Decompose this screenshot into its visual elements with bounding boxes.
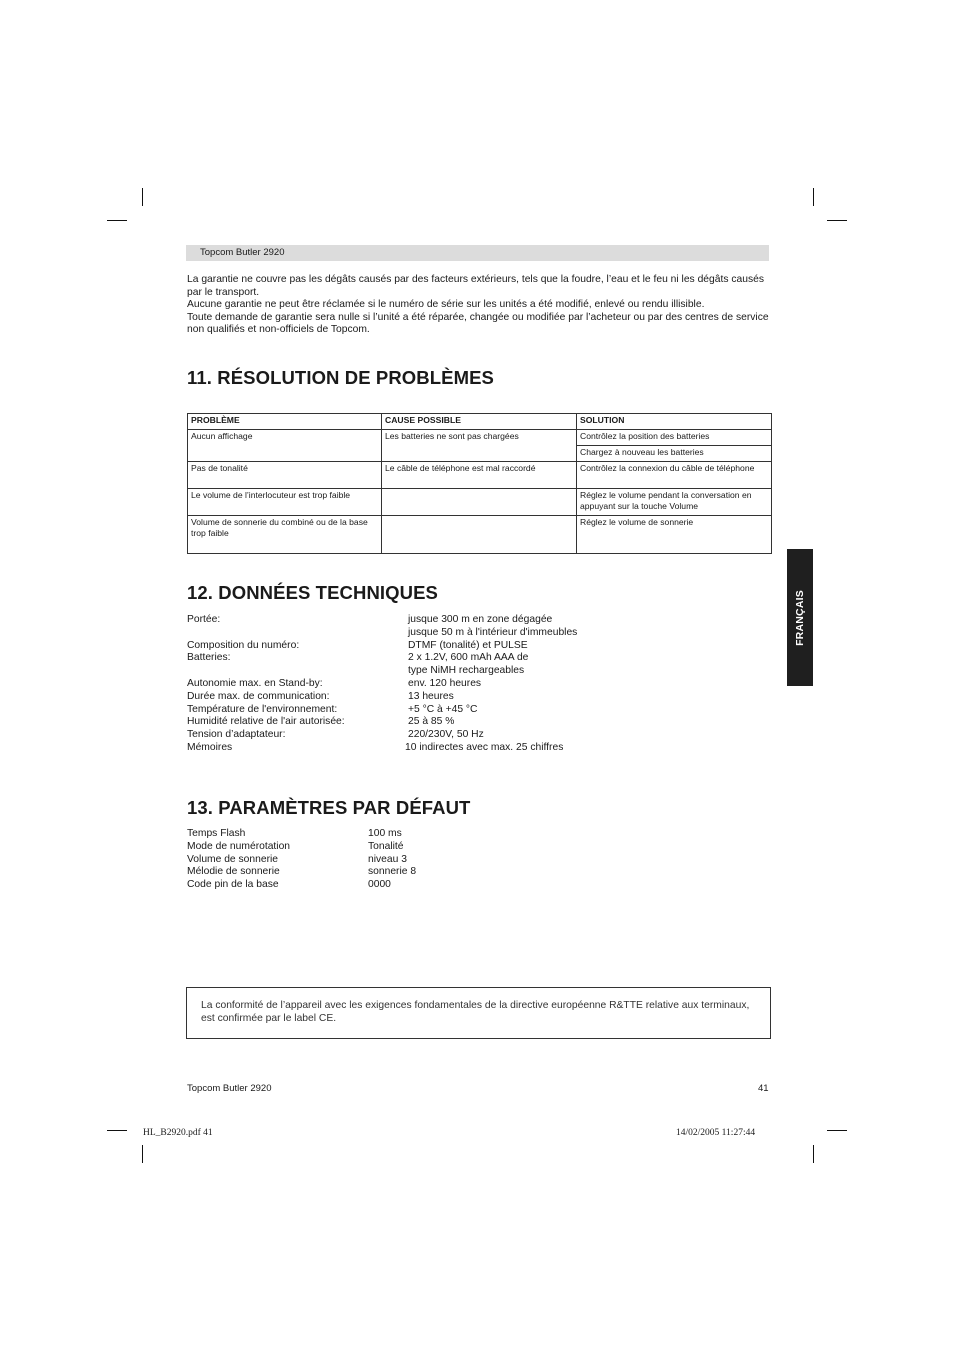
page-header	[186, 245, 769, 261]
spec-value: 2 x 1.2V, 600 mAh AAA de	[408, 652, 529, 664]
spec-row	[187, 640, 687, 653]
table-cell: Les batteries ne sont pas chargées	[382, 430, 577, 462]
default-label: Volume de sonnerie	[187, 853, 279, 865]
table-cell: Réglez le volume de sonnerie	[577, 516, 772, 554]
spec-label: Composition du numéro:	[187, 639, 300, 651]
print-file-name: HL_B2920.pdf 41	[143, 1128, 213, 1138]
spec-value: 220/230V, 50 Hz	[408, 729, 484, 741]
spec-row	[187, 729, 687, 742]
spec-value: +5 °C à +45 °C	[408, 703, 478, 715]
intro-paragraph: Aucune garantie ne peut être réclamée si le numéro de série sur les unités a été modifié, enlevé ou rendu illisible.	[187, 299, 705, 311]
spec-value: jusque 300 m en zone dégagée	[408, 614, 553, 625]
column-header: CAUSE POSSIBLE	[382, 414, 577, 430]
spec-label: Batteries:	[187, 652, 231, 664]
spec-row	[187, 716, 687, 729]
spec-value: DTMF (tonalité) et PULSE	[408, 639, 528, 651]
table-cell: Contrôlez la position des batteries	[577, 430, 772, 446]
column-header: SOLUTION	[577, 414, 772, 430]
language-tab-label: FRANÇAIS	[794, 589, 806, 646]
default-settings-list	[187, 828, 587, 892]
table-row	[188, 430, 772, 446]
table-row	[188, 462, 772, 489]
spec-label: Humidité relative de l'air autorisée:	[187, 716, 345, 728]
spec-row	[187, 665, 687, 678]
spec-value: 13 heures	[408, 690, 454, 702]
spec-label: Durée max. de communication:	[187, 690, 330, 702]
troubleshooting-table	[187, 413, 772, 554]
table-cell: Le câble de téléphone est mal raccordé	[382, 462, 577, 489]
default-label: Mode de numérotation	[187, 840, 291, 852]
intro-paragraph: La garantie ne couvre pas les dégâts causés par des facteurs extérieurs, tels que la foudre, l’eau et le feu ni les dégâts causés par le transport.	[187, 274, 764, 298]
section-title-technical: 12. DONNÉES TECHNIQUES	[187, 582, 438, 603]
spec-label: Autonomie max. en Stand-by:	[187, 677, 323, 689]
table-row	[188, 516, 772, 554]
table-cell: Volume de sonnerie du combiné ou de la base trop faible	[188, 516, 382, 554]
crop-mark	[813, 188, 814, 206]
table-header-row	[188, 414, 772, 430]
column-header: PROBLÈME	[188, 414, 382, 430]
table-cell: Chargez à nouveau les batteries	[577, 446, 772, 462]
spec-value: type NiMH rechargeables	[408, 665, 525, 677]
spec-label: Mémoires	[187, 741, 233, 753]
spec-value: jusque 50 m à l'intérieur d'immeubles	[408, 626, 578, 638]
crop-mark	[107, 220, 127, 221]
ce-conformity-notice	[186, 987, 771, 1039]
spec-label: Température de l'environnement:	[187, 703, 338, 715]
table-cell: Aucun affichage	[188, 430, 382, 462]
section-title-defaults: 13. PARAMÈTRES PAR DÉFAUT	[187, 797, 471, 818]
technical-specs-list	[187, 614, 687, 755]
section-title-troubleshooting: 11. RÉSOLUTION DE PROBLÈMES	[187, 367, 494, 388]
footer-product: Topcom Butler 2920	[187, 1083, 272, 1094]
table-cell: Le volume de l’interlocuteur est trop faible	[188, 489, 382, 516]
ce-notice-text: La conformité de l’appareil avec les exigences fondamentales de la directive européenne R&TTE relative aux terminaux, est confirmée par le label CE.	[201, 1000, 750, 1024]
table-cell	[382, 516, 577, 554]
spec-row	[187, 691, 687, 704]
table-cell: Contrôlez la connexion du câble de téléphone	[577, 462, 772, 489]
crop-mark	[107, 1130, 127, 1131]
default-row	[187, 854, 587, 867]
spec-row	[187, 652, 687, 665]
crop-mark	[827, 1130, 847, 1131]
default-row	[187, 828, 587, 841]
default-value: 100 ms	[368, 828, 402, 839]
spec-value: 10 indirectes avec max. 25 chiffres	[405, 741, 564, 753]
language-tab	[787, 549, 813, 686]
spec-row	[187, 614, 687, 627]
spec-row	[187, 704, 687, 717]
crop-mark	[142, 1145, 143, 1163]
default-value: niveau 3	[368, 853, 407, 865]
header-product: Topcom Butler 2920	[200, 247, 285, 258]
crop-mark	[142, 188, 143, 206]
table-cell: Réglez le volume pendant la conversation en appuyant sur la touche Volume	[577, 489, 772, 516]
default-value: sonnerie 8	[368, 866, 417, 878]
intro-paragraph: Toute demande de garantie sera nulle si l’unité a été réparée, changée ou modifiée par l’acheteur ou par des centres de service non qualifiés et non-officiels de Topcom.	[187, 311, 769, 336]
table-row	[188, 489, 772, 516]
spec-row	[187, 627, 687, 640]
default-value: 0000	[368, 879, 391, 891]
default-label: Temps Flash	[187, 828, 246, 839]
spec-label: Portée:	[187, 614, 221, 625]
table-cell	[382, 489, 577, 516]
spec-row	[187, 742, 687, 755]
default-label: Mélodie de sonnerie	[187, 866, 280, 878]
print-timestamp: 14/02/2005 11:27:44	[676, 1128, 756, 1138]
default-row	[187, 879, 587, 892]
warranty-intro	[187, 274, 771, 337]
table-cell: Pas de tonalité	[188, 462, 382, 489]
spec-label: Tension d’adaptateur:	[187, 729, 286, 741]
page-number: 41	[758, 1083, 769, 1094]
crop-mark	[827, 220, 847, 221]
default-label: Code pin de la base	[187, 879, 279, 891]
spec-row	[187, 678, 687, 691]
default-row	[187, 866, 587, 879]
spec-value: 25 à 85 %	[408, 716, 455, 728]
default-row	[187, 841, 587, 854]
crop-mark	[813, 1145, 814, 1163]
spec-value: env. 120 heures	[408, 677, 482, 689]
default-value: Tonalité	[368, 840, 404, 852]
